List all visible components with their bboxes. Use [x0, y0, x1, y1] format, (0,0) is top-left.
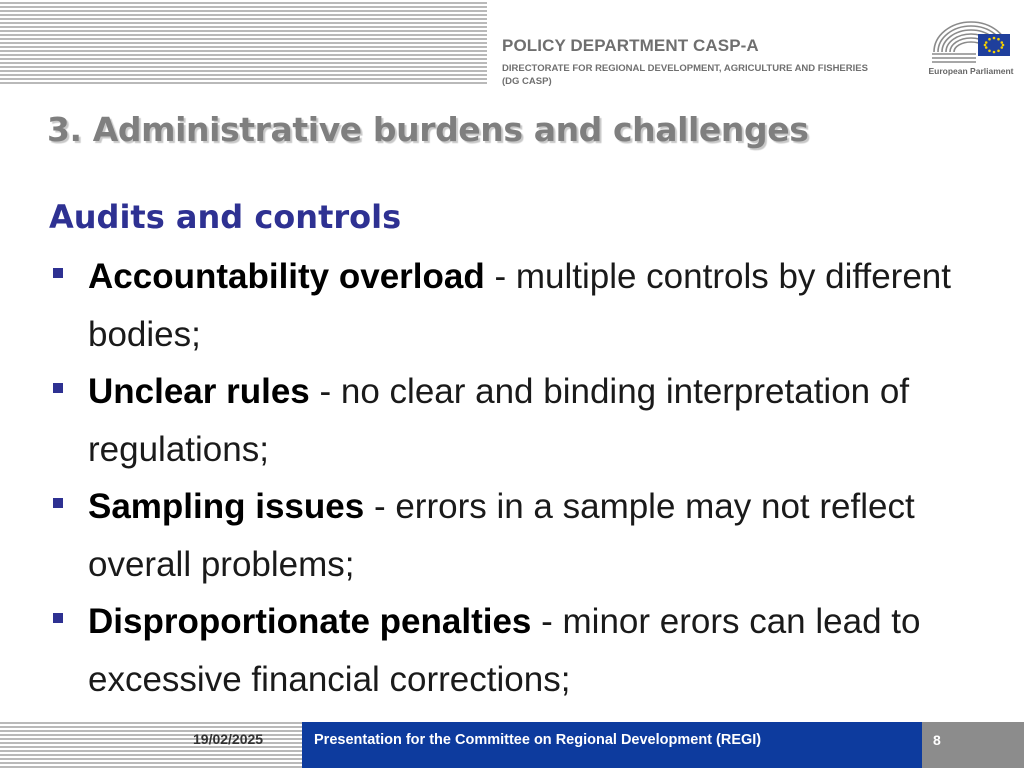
bullet-description: - errors in a sample may not reflect overall problems; [88, 487, 915, 584]
department-title: POLICY DEPARTMENT CASP-A [502, 36, 759, 55]
european-parliament-logo-text: European Parliament [928, 66, 1014, 76]
square-bullet-icon [53, 383, 63, 393]
department-subtitle-line1: DIRECTORATE FOR REGIONAL DEVELOPMENT, AGRICULTURE AND FISHERIES [502, 63, 868, 74]
bullet-item-unclear-rules [0, 363, 1024, 478]
bullet-description: - multiple controls by different bodies; [88, 257, 951, 354]
bullet-term: Disproportionate penalties [88, 602, 532, 641]
bullet-list [0, 248, 1024, 708]
header-stripes [0, 2, 487, 84]
bullet-item-disproportionate-penalties [0, 593, 1024, 708]
department-subtitle [502, 62, 922, 88]
bullet-description: - no clear and binding interpretation of regulations; [88, 372, 910, 469]
footer-presentation-text: Presentation for the Committee on Regional Development (REGI) [314, 732, 762, 748]
square-bullet-icon [53, 613, 63, 623]
department-subtitle-line2: (DG CASP) [502, 76, 552, 87]
bullet-item-sampling-issues [0, 478, 1024, 593]
bullet-term: Sampling issues [88, 487, 365, 526]
footer-date: 19/02/2025 [193, 731, 264, 747]
bullet-term: Unclear rules [88, 372, 310, 411]
square-bullet-icon [53, 498, 63, 508]
slide-title: 3. Administrative burdens and challenges [47, 110, 809, 149]
bullet-term: Accountability overload [88, 257, 485, 296]
page-number: 8 [933, 732, 941, 748]
bullet-description: - minor erors can lead to excessive financial corrections; [88, 602, 921, 699]
square-bullet-icon [53, 268, 63, 278]
section-title: Audits and controls [49, 198, 402, 236]
bullet-item-accountability-overload [0, 248, 1024, 363]
department-block [502, 36, 922, 88]
